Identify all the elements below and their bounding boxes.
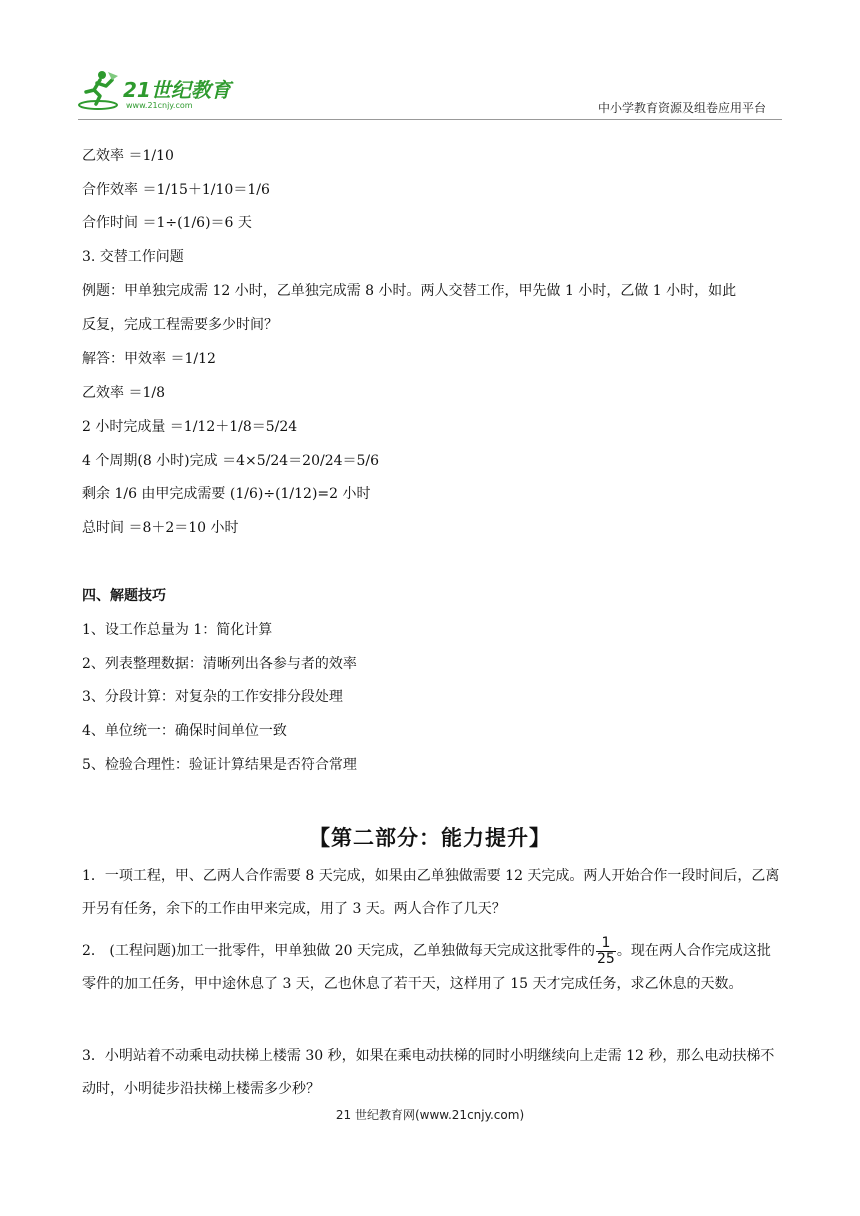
text-line: 总时间 ＝8＋2＝10 小时 xyxy=(82,520,239,536)
tip-item: 4、单位统一：确保时间单位一致 xyxy=(82,723,287,739)
tip-item: 1、设工作总量为 1：简化计算 xyxy=(82,622,273,638)
text-line: 合作时间 ＝1÷(1/6)＝6 天 xyxy=(82,215,252,231)
fraction-numerator: 1 xyxy=(596,936,616,952)
tips-heading: 四、解题技巧 xyxy=(82,588,166,604)
example-question-cont: 反复，完成工程需要多少时间？ xyxy=(82,317,278,333)
header-divider xyxy=(78,119,782,120)
tip-item: 2、列表整理数据：清晰列出各参与者的效率 xyxy=(82,656,357,672)
tip-item: 3、分段计算：对复杂的工作安排分段处理 xyxy=(82,689,343,705)
question-2 xyxy=(82,935,782,1001)
question-2-text-a: 2． (工程问题)加工一批零件，甲单独做 20 天完成，乙单独做每天完成这批零件的 xyxy=(82,943,595,959)
platform-label: 中小学教育资源及组卷应用平台 xyxy=(598,101,767,115)
text-line: 2 小时完成量 ＝1/12＋1/8＝5/24 xyxy=(82,419,298,435)
question-3: 3．小明站着不动乘电动扶梯上楼需 30 秒，如果在乘电动扶梯的同时小明继续向上走需 12 秒，那么电动扶梯不动时，小明徒步沿扶梯上楼需多少秒？ xyxy=(82,1048,775,1097)
page-header xyxy=(0,0,860,122)
logo-text: 21世纪教育 xyxy=(123,78,231,102)
section-subheading: 3. 交替工作问题 xyxy=(82,249,184,265)
question-2-text-b: 。现在两人合作完成这批零件的加工任务，甲中途休息了 3 天，乙也休息了若干天，这样用了 15 天才完成任务，求乙休息的天数。 xyxy=(82,943,771,992)
fraction xyxy=(596,936,616,967)
text-line: 乙效率 ＝1/8 xyxy=(82,385,165,401)
question-1: 1．一项工程，甲、乙两人合作需要 8 天完成，如果由乙单独做需要 12 天完成。两人开始合作一段时间后，乙离开另有任务，余下的工作由甲来完成，用了 3 天。两人合作了几天？ xyxy=(82,868,780,917)
text-line: 合作效率 ＝1/15＋1/10＝1/6 xyxy=(82,182,270,198)
text-line: 乙效率 ＝1/10 xyxy=(82,148,174,164)
fraction-denominator: 25 xyxy=(597,950,615,967)
logo-url: www.21cnjy.com xyxy=(126,101,193,110)
example-question: 例题：甲单独完成需 12 小时，乙单独完成需 8 小时。两人交替工作，甲先做 1 小时，乙做 1 小时，如此 xyxy=(82,283,737,299)
runner-logo-icon xyxy=(78,68,124,112)
part-title: 【第二部分：能力提升】 xyxy=(309,826,551,850)
text-line: 解答：甲效率 ＝1/12 xyxy=(82,351,216,367)
page-footer: 21 世纪教育网(www.21cnjy.com) xyxy=(335,1108,525,1122)
logo xyxy=(78,68,248,116)
tip-item: 5、检验合理性：验证计算结果是否符合常理 xyxy=(82,757,357,773)
text-line: 4 个周期(8 小时)完成 ＝4×5/24＝20/24＝5/6 xyxy=(82,453,380,469)
text-line: 剩余 1/6 由甲完成需要 (1/6)÷(1/12)=2 小时 xyxy=(82,486,371,502)
